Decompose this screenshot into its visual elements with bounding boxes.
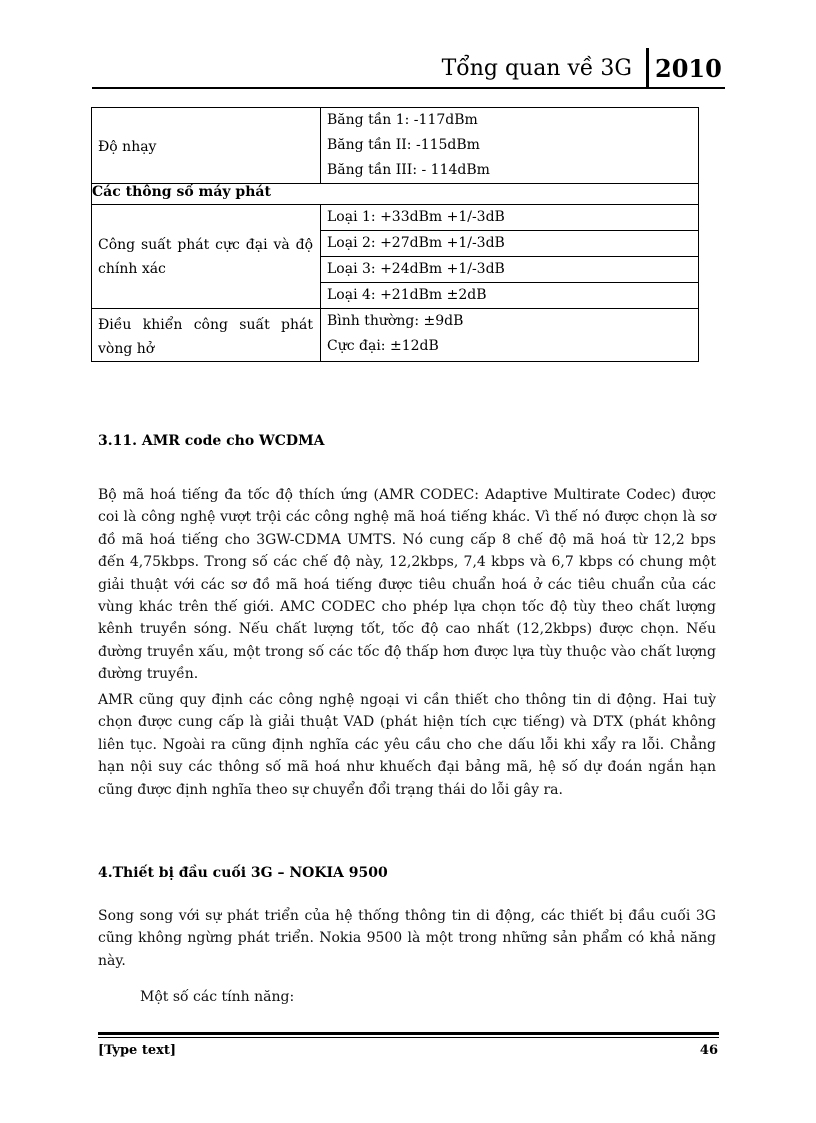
sensitivity-value: Băng tần II: -115dBm [327,137,480,153]
header-separator [646,48,649,88]
header-year: 2010 [655,54,722,83]
control-value: Bình thường: ±9dB [327,313,464,329]
control-values-cell [321,309,699,362]
footer-rule [98,1032,719,1035]
sensitivity-value: Băng tần 1: -117dBm [327,112,478,128]
table-row-control [92,309,699,362]
sensitivity-value: Băng tần III: - 114dBm [327,162,490,178]
amr-paragraph-2: AMR cũng quy định các công nghệ ngoại vi cần thiết cho thông tin di động. Hai tuỳ chọn được cung cấp là giải thuật VAD (phát hiện tích cực tiếng) và DTX (phát không liên tục. Ngoài ra cũng định nghĩa các yêu cầu cho che dấu lỗi khi xẩy ra lỗi. Chẳng hạn nội suy các thông số mã hoá như khuếch đại bảng mã, hệ số dự đoán ngắn hạn cũng được định nghĩa theo sự chuyển đổi trạng thái do lỗi gây ra. [98,692,716,798]
nokia-paragraph: Song song với sự phát triển của hệ thống thông tin di động, các thiết bị đầu cuối 3G cũng không ngừng phát triển. Nokia 9500 là một trong những sản phẩm có khả năng này. [98,908,716,969]
sensitivity-label-cell [92,108,321,184]
power-value: Loại 3: +24dBm +1/-3dB [321,257,698,283]
spec-table [91,107,699,362]
transmitter-section-label: Các thông số máy phát [92,184,699,205]
header-rule [92,87,725,89]
power-label: Công suất phát cực đại và độ chính xác [98,237,313,277]
control-label: Điều khiển công suất phát vòng hở [98,317,313,357]
amr-paragraph-1: Bộ mã hoá tiếng đa tốc độ thích ứng (AMR CODEC: Adaptive Multirate Codec) được coi là công nghệ vượt trội các công nghệ mã hoá tiếng khác. Vì thế nó được chọn là sơ đồ mã hoá tiếng cho 3GW-CDMA UMTS. Nó cung cấp 8 chế độ mã hoá từ 12,2 bps đến 4,75kbps. Trong số các chế độ này, 12,2kbps, 7,4 kbps và 6,7 kbps có chung một giải thuật với các sơ đồ mã hoá tiếng được tiêu chuẩn hoá ở các tiêu chuẩn của các vùng khác trên thế giới. AMC CODEC cho phép lựa chọn tốc độ tùy theo chất lượng kênh truyền sóng. Nếu chất lượng tốt, tốc độ cao nhất (12,2kbps) được chọn. Nếu đường truyền xấu, một trong số các tốc độ thấp hơn được lựa tùy thuộc vào chất lượng đường truyền. [98,487,716,683]
page-number: 46 [699,1043,718,1058]
footer-type-text: [Type text] [98,1043,177,1058]
power-value: Loại 4: +21dBm ±2dB [327,287,487,303]
control-value: Cực đại: ±12dB [327,338,439,354]
power-label-cell [92,205,321,309]
control-label-cell [92,309,321,362]
table-row-sensitivity [92,108,699,184]
table-row-power [92,205,699,309]
power-value: Loại 2: +27dBm +1/-3dB [321,231,698,257]
sensitivity-values-cell [321,108,699,184]
section-heading-4: 4.Thiết bị đầu cuối 3G – NOKIA 9500 [98,865,388,881]
power-value: Loại 1: +33dBm +1/-3dB [321,205,698,231]
footer-rule-thin [98,1037,719,1038]
table-section-row [92,184,699,205]
header-title: Tổng quan về 3G [441,56,632,81]
features-intro: Một số các tính năng: [140,989,295,1005]
power-values-cell [321,205,699,309]
sensitivity-label: Độ nhạy [98,139,157,155]
page-header [0,0,816,90]
section-heading-3-11: 3.11. AMR code cho WCDMA [98,433,325,449]
